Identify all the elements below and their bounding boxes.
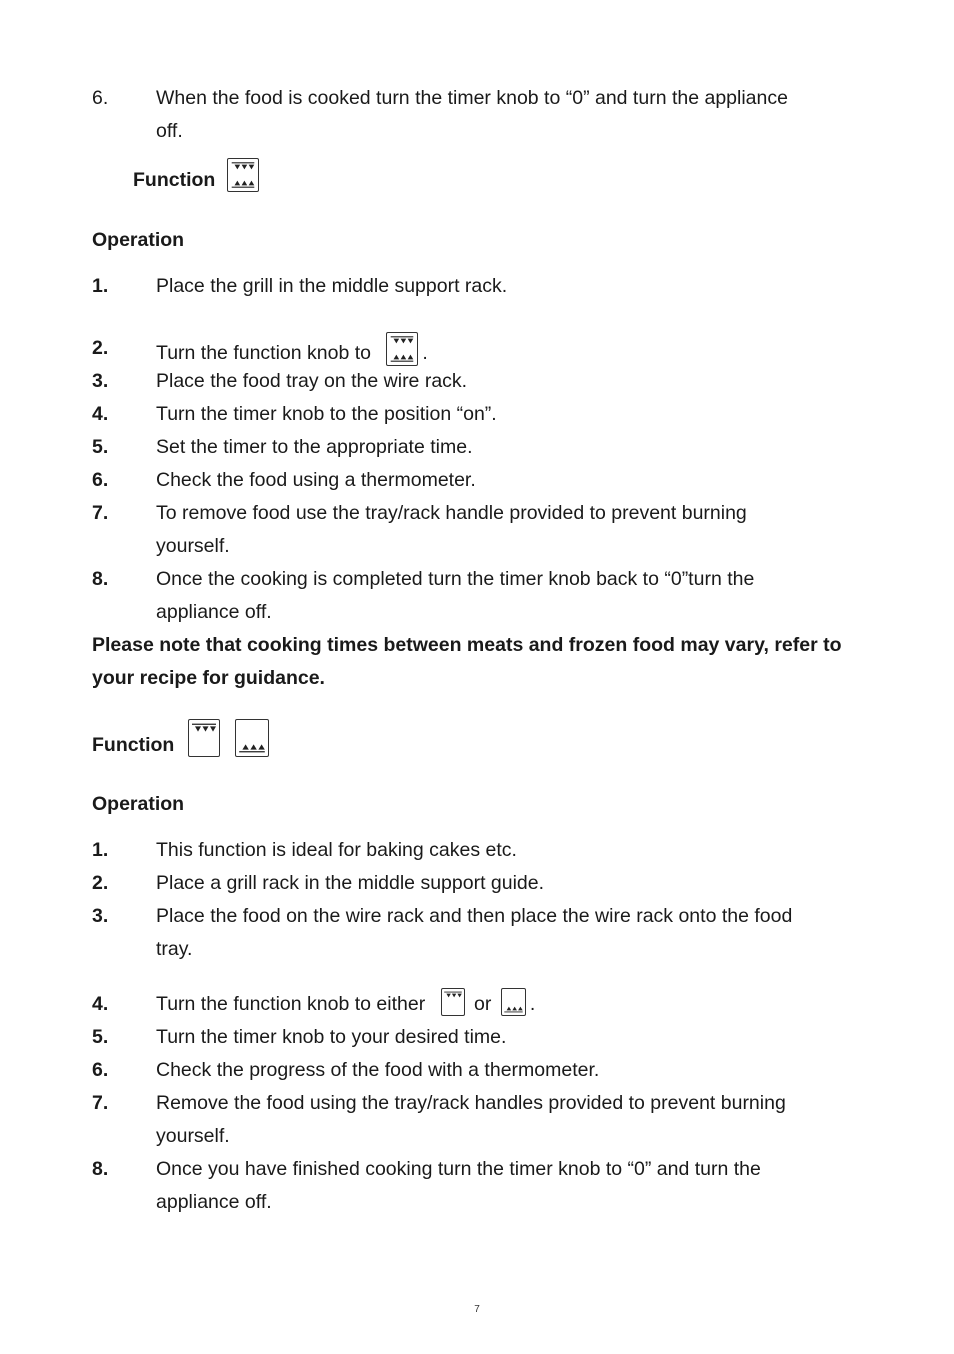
step-number: 1. <box>92 275 109 297</box>
step-text: To remove food use the tray/rack handle provided to prevent burning <box>156 502 747 524</box>
step-number: 7. <box>92 502 109 524</box>
step-number: 2. <box>92 337 109 359</box>
step-number: 1. <box>92 839 109 861</box>
oven-top-bottom-heat-icon <box>386 332 418 366</box>
function-heading-2 <box>92 719 269 757</box>
page-number: 7 <box>474 1304 480 1315</box>
step-number: 6. <box>92 87 109 109</box>
oven-top-heat-icon <box>441 988 465 1016</box>
step-text: Check the food using a thermometer. <box>156 469 476 491</box>
step-text-continued: off. <box>156 120 183 142</box>
step-text: Place a grill rack in the middle support guide. <box>156 872 545 894</box>
step-number: 4. <box>92 403 109 425</box>
step-text-continued: appliance off. <box>156 601 272 623</box>
step-text: Place the food on the wire rack and then place the wire rack onto the food <box>156 905 793 927</box>
cooking-note: Please note that cooking times between meats and frozen food may vary, refer to your recipe for guidance. <box>92 634 842 689</box>
step-number: 5. <box>92 436 109 458</box>
step-text: Place the food tray on the wire rack. <box>156 370 468 392</box>
operation-heading-2: Operation <box>92 793 185 815</box>
step-text: Turn the timer knob to the position “on”. <box>156 403 497 425</box>
step-text: Turn the function knob to <box>156 342 371 364</box>
step-text-wrap <box>156 988 535 1021</box>
step-number: 2. <box>92 872 109 894</box>
step-text: Remove the food using the tray/rack handles provided to prevent burning <box>156 1092 786 1114</box>
oven-bottom-heat-icon <box>501 988 526 1016</box>
step-number: 6. <box>92 1059 109 1081</box>
step-text: Turn the timer knob to your desired time. <box>156 1026 507 1048</box>
step-text-continued: tray. <box>156 938 193 960</box>
step-number: 7. <box>92 1092 109 1114</box>
function-label: Function <box>92 734 175 756</box>
step-text: Once the cooking is completed turn the timer knob back to “0”turn the <box>156 568 755 590</box>
function-label: Function <box>133 169 216 191</box>
function-heading-1 <box>133 158 259 192</box>
step-text: Set the timer to the appropriate time. <box>156 436 473 458</box>
step-text: When the food is cooked turn the timer knob to “0” and turn the appliance <box>156 87 788 109</box>
step-text: Once you have finished cooking turn the timer knob to “0” and turn the <box>156 1158 761 1180</box>
step-text: This function is ideal for baking cakes etc. <box>156 839 517 861</box>
step-suffix: . <box>529 993 536 1015</box>
step-number: 3. <box>92 905 109 927</box>
step-suffix: . <box>422 342 428 364</box>
step-text: Turn the function knob to either <box>156 993 426 1015</box>
step-text: Place the grill in the middle support rack. <box>156 275 508 297</box>
step-text-continued: yourself. <box>156 535 230 557</box>
step-number: 3. <box>92 370 109 392</box>
oven-top-heat-icon <box>188 719 220 757</box>
step-number: 8. <box>92 1158 109 1180</box>
oven-top-bottom-heat-icon <box>227 158 259 192</box>
step-text-continued: appliance off. <box>156 1191 272 1213</box>
oven-bottom-heat-icon <box>235 719 269 757</box>
step-number: 4. <box>92 993 109 1015</box>
step-number: 5. <box>92 1026 109 1048</box>
step-or: or <box>474 993 492 1015</box>
operation-heading-1: Operation <box>92 229 185 251</box>
step-number: 6. <box>92 469 109 491</box>
step-text-continued: yourself. <box>156 1125 230 1147</box>
step-number: 8. <box>92 568 109 590</box>
step-text: Check the progress of the food with a thermometer. <box>156 1059 600 1081</box>
